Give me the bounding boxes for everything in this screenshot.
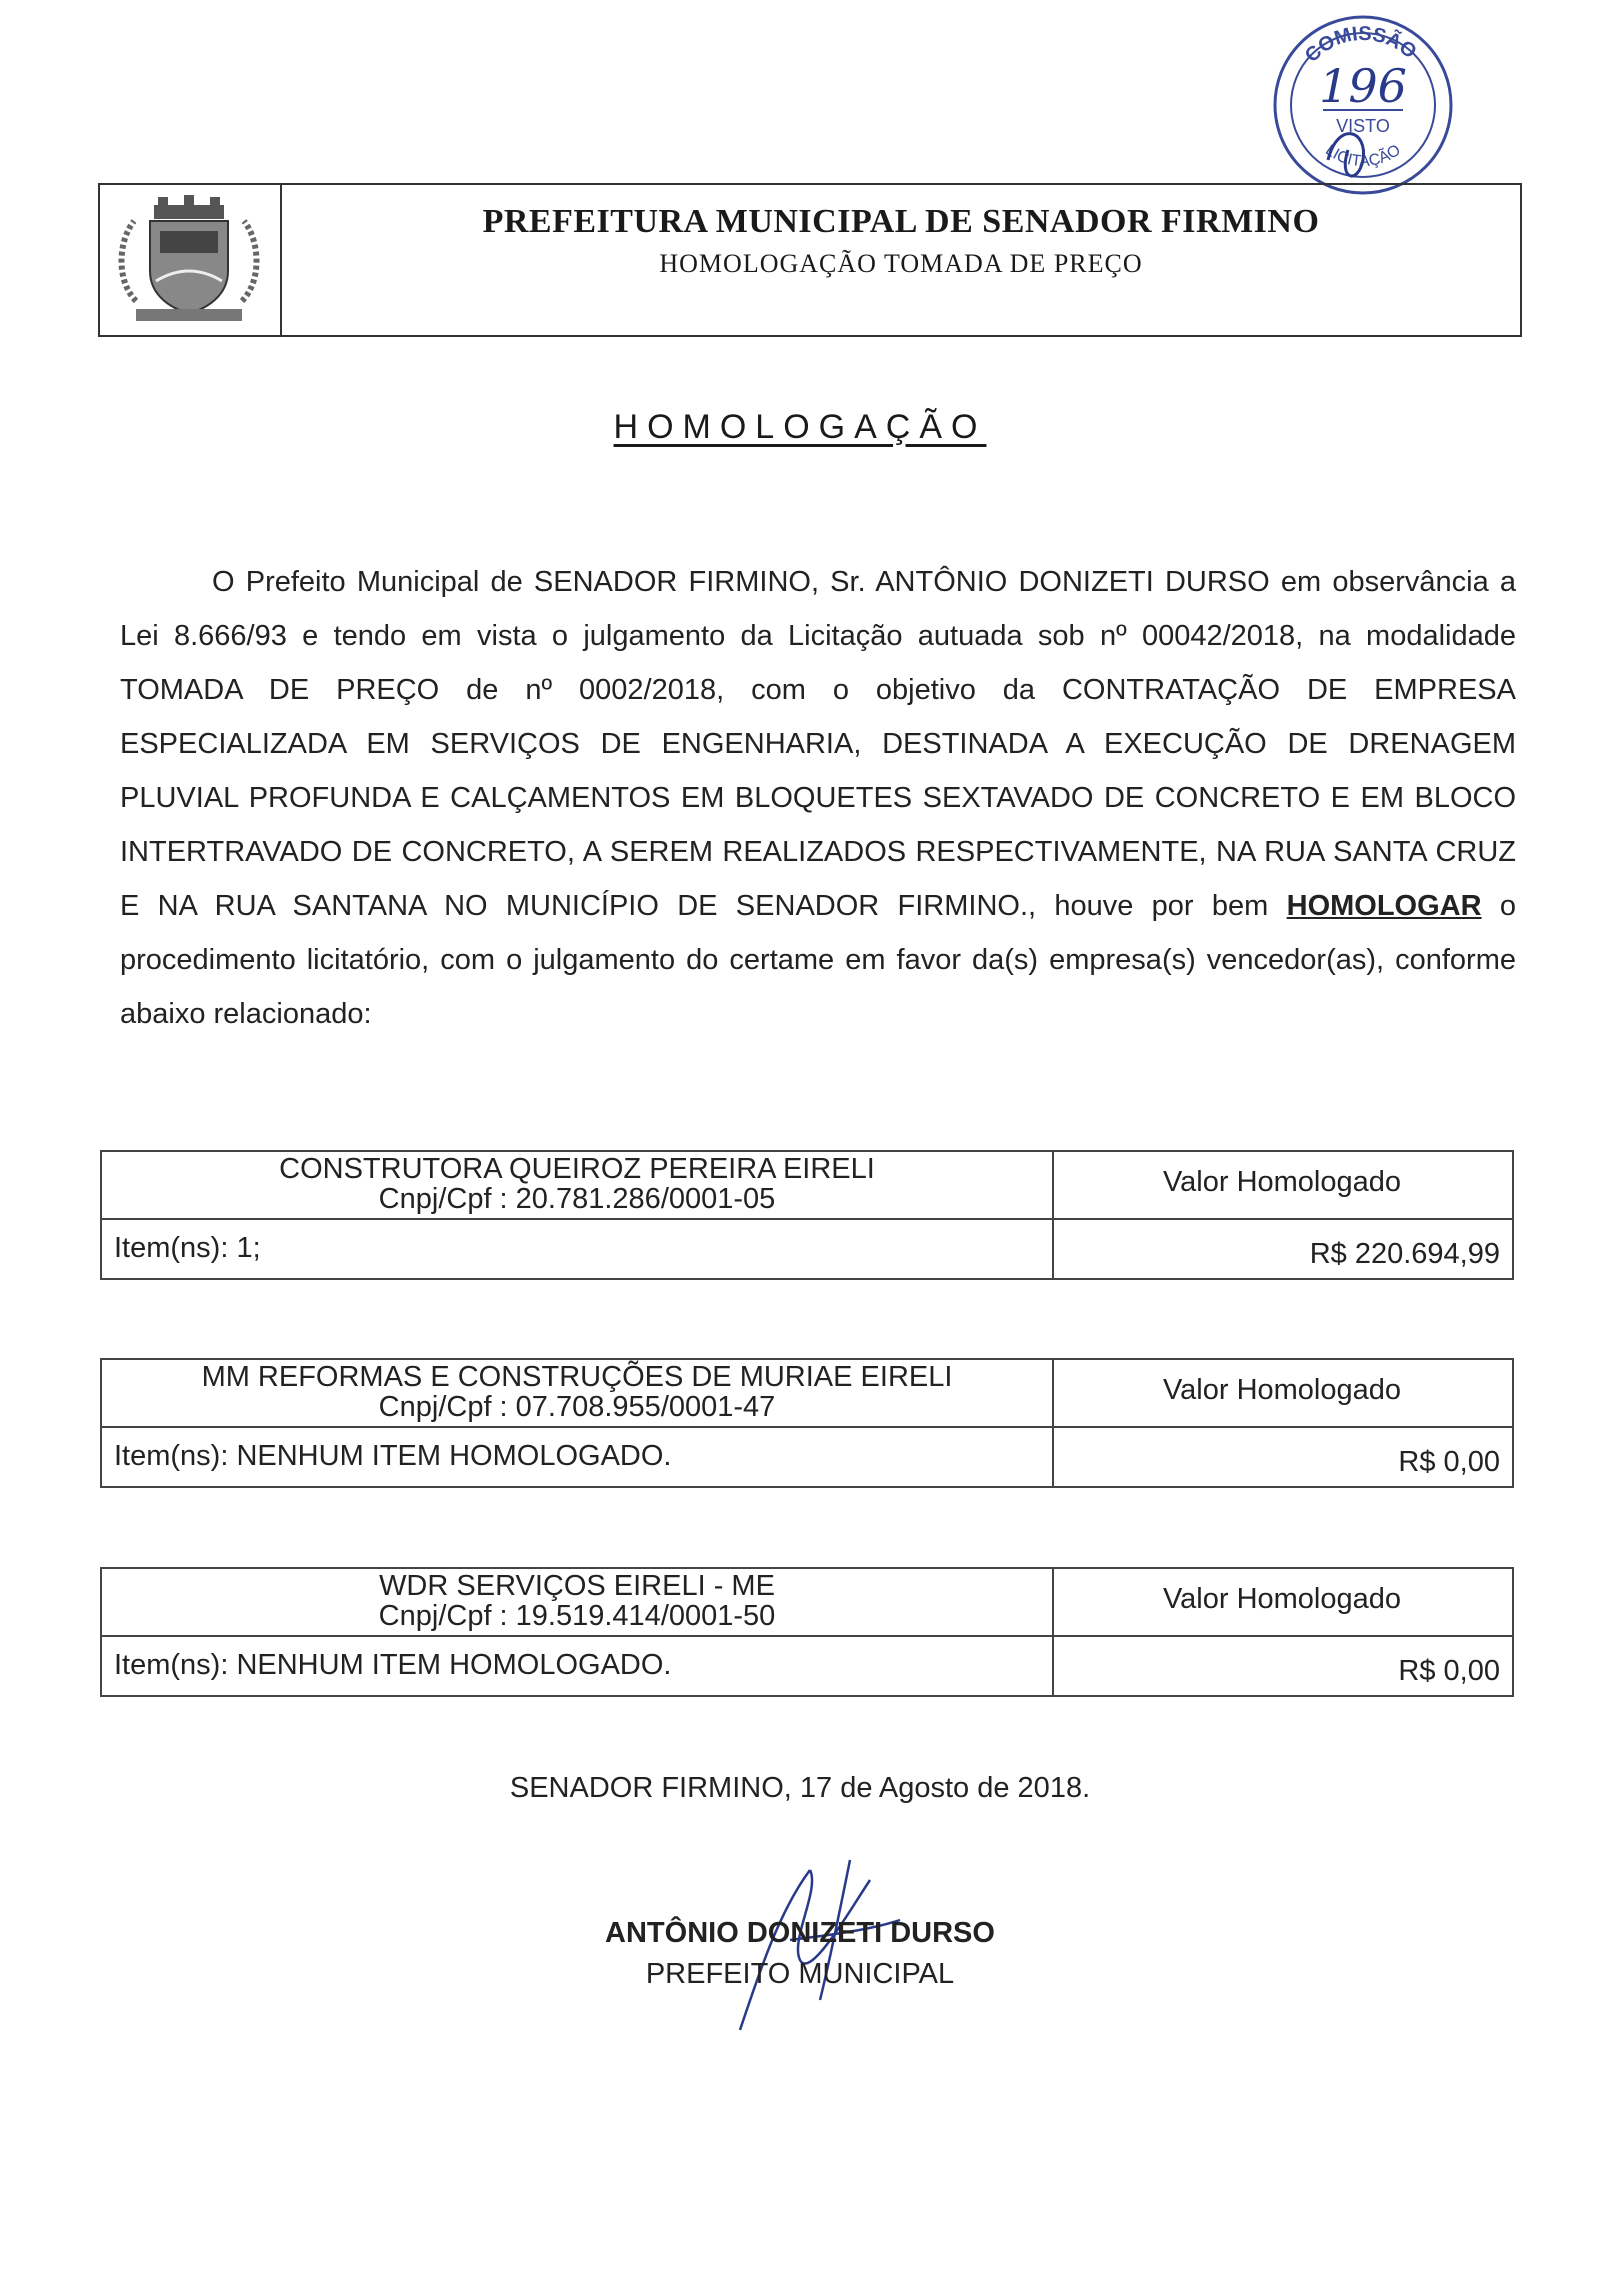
value-label: Valor Homologado [1162, 1166, 1402, 1198]
document-heading: HOMOLOGAÇÃO [613, 408, 987, 446]
result-table-3 [100, 1567, 1514, 1697]
company-name: MM REFORMAS E CONSTRUÇÕES DE MURIAE EIRELI [201, 1361, 953, 1393]
items-text: Item(ns): NENHUM ITEM HOMOLOGADO. [114, 1649, 672, 1681]
signer-role: PREFEITO MUNICIPAL [645, 1958, 955, 1990]
value-label: Valor Homologado [1162, 1374, 1402, 1406]
place-date: SENADOR FIRMINO, 17 de Agosto de 2018. [509, 1772, 1091, 1804]
municipal-crest-icon [106, 191, 272, 329]
commission-stamp [1268, 10, 1458, 200]
items-text: Item(ns): NENHUM ITEM HOMOLOGADO. [114, 1440, 672, 1472]
homologated-value: R$ 220.694,99 [1309, 1238, 1500, 1270]
items-text: Item(ns): 1; [114, 1232, 261, 1264]
signer-name: ANTÔNIO DONIZETI DURSO [605, 1917, 995, 1949]
homologar-emphasis: HOMOLOGAR [1286, 890, 1482, 922]
homologated-value: R$ 0,00 [1398, 1446, 1500, 1478]
company-cnpj: Cnpj/Cpf : 20.781.286/0001-05 [378, 1183, 776, 1215]
header-subtitle: HOMOLOGAÇÃO TOMADA DE PREÇO [659, 249, 1143, 278]
stamp-bottom-text: LICITAÇÃO [1322, 141, 1404, 171]
stamp-number: 196 [1319, 59, 1407, 113]
crest-cell [100, 185, 282, 335]
document-header [98, 183, 1522, 337]
homologated-value: R$ 0,00 [1398, 1655, 1500, 1687]
result-table-2 [100, 1358, 1514, 1488]
company-cnpj: Cnpj/Cpf : 07.708.955/0001-47 [378, 1391, 776, 1423]
stamp-top-text: COMISSÃO [1300, 22, 1421, 67]
stamp-middle-text: VISTO [1336, 116, 1390, 136]
company-name: WDR SERVIÇOS EIRELI - ME [379, 1570, 775, 1602]
body-text-start: O Prefeito Municipal de SENADOR FIRMINO, Sr. ANTÔNIO DONIZETI DURSO em observância a Lei 8.666/93 e tendo em vista o julgamento da Licitação autuada sob nº 00042/2018, na modalidade TOMADA DE PREÇO de nº 0002/2018, com o objetivo da CONTRATAÇÃO DE EMPRESA ESPECIALIZADA EM SERVIÇOS DE ENGENHARIA, DESTINADA A EXECUÇÃO DE DRENAGEM PLUVIAL PROFUNDA E CALÇAMENTOS EM BLOQUETES SEXTAVADO DE CONCRETO E EM BLOCO INTERTRAVADO DE CONCRETO, A SEREM REALIZADOS RESPECTIVAMENTE, NA RUA SANTA CRUZ E NA RUA SANTANA NO MUNICÍPIO DE SENADOR FIRMINO., houve por bem [120, 566, 1516, 922]
header-title: PREFEITURA MUNICIPAL DE SENADOR FIRMINO [482, 203, 1320, 240]
body-paragraph [120, 555, 1516, 1041]
company-cnpj: Cnpj/Cpf : 19.519.414/0001-50 [378, 1600, 776, 1632]
result-table-1 [100, 1150, 1514, 1280]
body-text-end: o procedimento licitatório, com o julgamento do certame em favor da(s) empresa(s) vencedor(as), conforme abaixo relacionado: [120, 890, 1517, 1030]
value-label: Valor Homologado [1162, 1583, 1402, 1615]
company-name: CONSTRUTORA QUEIROZ PEREIRA EIRELI [279, 1153, 875, 1185]
